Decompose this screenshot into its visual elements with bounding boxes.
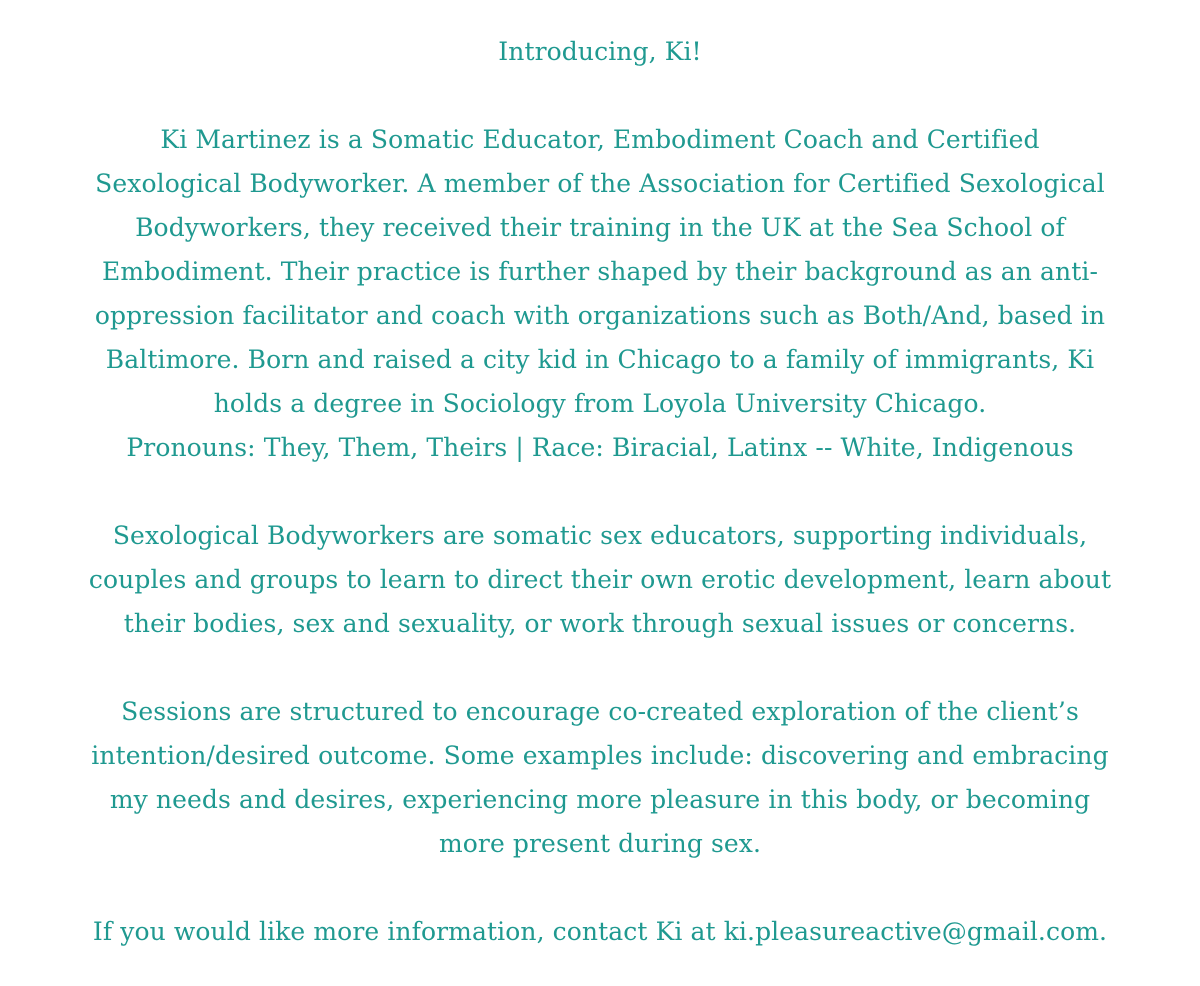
bio-line: Ki Martinez is a Somatic Educator, Embodiment Coach and Certified <box>160 125 1040 154</box>
contact-line <box>40 910 1160 954</box>
contact-prefix: If you would like more information, contact Ki at <box>92 917 724 946</box>
bodywork-line: their bodies, sex and sexuality, or work through sexual issues or concerns. <box>123 609 1077 638</box>
bodywork-line: Sexological Bodyworkers are somatic sex educators, supporting individuals, <box>112 521 1088 550</box>
sessions-line: intention/desired outcome. Some examples include: discovering and embracing <box>91 741 1109 770</box>
sessions-line: Sessions are structured to encourage co-created exploration of the client’s <box>121 697 1079 726</box>
bio-paragraph <box>40 118 1160 470</box>
bio-line: Embodiment. Their practice is further shaped by their background as an anti- <box>101 257 1098 286</box>
bio-line: oppression facilitator and coach with organizations such as Both/And, based in <box>94 301 1106 330</box>
contact-suffix: . <box>1099 917 1108 946</box>
sessions-line: more present during sex. <box>438 829 762 858</box>
bodywork-line: couples and groups to learn to direct their own erotic development, learn about <box>88 565 1112 594</box>
identity-line: Pronouns: They, Them, Theirs | Race: Biracial, Latinx -- White, Indigenous <box>126 433 1074 462</box>
intro-document <box>40 30 1160 954</box>
bodywork-paragraph <box>40 514 1160 646</box>
bio-line: Bodyworkers, they received their training in the UK at the Sea School of <box>135 213 1065 242</box>
spacer <box>40 646 1160 690</box>
bio-line: Baltimore. Born and raised a city kid in Chicago to a family of immigrants, Ki <box>105 345 1095 374</box>
sessions-line: my needs and desires, experiencing more pleasure in this body, or becoming <box>109 785 1091 814</box>
bio-line: holds a degree in Sociology from Loyola University Chicago. <box>213 389 987 418</box>
contact-email-link[interactable]: ki.pleasureactive@gmail.com <box>723 917 1100 946</box>
sessions-paragraph <box>40 690 1160 866</box>
spacer <box>40 866 1160 910</box>
page-title: Introducing, Ki! <box>498 37 702 66</box>
spacer <box>40 470 1160 514</box>
spacer <box>40 74 1160 118</box>
bio-line: Sexological Bodyworker. A member of the Association for Certified Sexological <box>95 169 1105 198</box>
